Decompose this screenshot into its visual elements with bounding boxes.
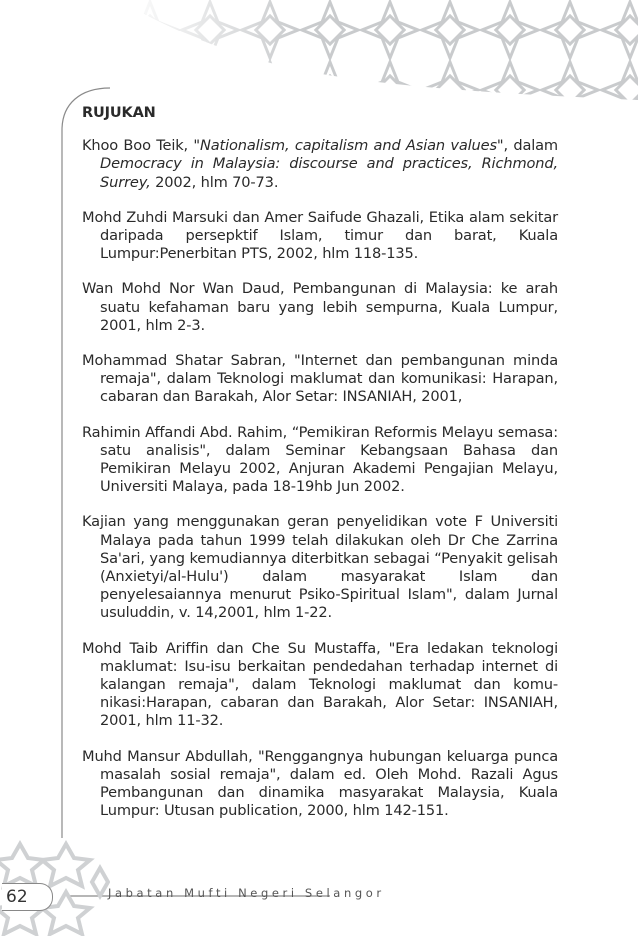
page-number: 62 — [2, 883, 53, 911]
publisher-name: Jabatan Mufti Negeri Selangor — [108, 886, 385, 900]
reference-item: Mohd Taib Ariffin dan Che Su Mustaffa, "Era ledakan teknologi maklumat: Isu-isu berkaitan pendedahan terhadap internet di kalangan remaja", dalam Teknologi maklumat dan komu-nikasi:Harapan, cabaran dan Barakah, Alor Setar: INSANIAH, 2001, hlm 11-32. — [82, 639, 558, 730]
reference-item: Mohd Zuhdi Marsuki dan Amer Saifude Ghazali, Etika alam sekitar daripada persepktif Islam, timur dan barat, Kuala Lumpur:Penerbitan PTS, 2002, hlm 118-135. — [82, 208, 558, 263]
reference-title: "Nationalism, capitalism and Asian values" — [193, 137, 504, 155]
section-heading: RUJUKAN — [82, 105, 156, 121]
reference-connector: , dalam — [503, 137, 558, 155]
reference-source: Democracy in Malaysia: discourse and practices, Richmond, Surrey, — [100, 155, 558, 191]
reference-item: Kajian yang menggunakan geran penyelidikan vote F Universiti Malaya pada tahun 1999 telah dilakukan oleh Dr Che Zarrina Sa'ari, yang kemudiannya diterbitkan sebagai “Penyakit gelisah (Anxietyi/al-Hulu') dalam masyarakat Islam dan penyelesaiannya menurut Psiko-Spiritual Islam", dalam Jurnal usuluddin, v. 14,2001, hlm 1-22. — [82, 513, 558, 622]
reference-item: Muhd Mansur Abdullah, "Renggangnya hubungan keluarga punca masalah sosial remaja", dalam ed. Oleh Mohd. Razali Agus Pembangunan dan dinamika masyarakat Malaysia, Kuala Lumpur: Utusan publication, 2000, hlm 142-151. — [82, 747, 558, 820]
reference-item: Rahimin Affandi Abd. Rahim, “Pemikiran Reformis Melayu semasa: satu analisis", dalam Seminar Kebangsaan Bahasa dan Pemikiran Melayu 2002, Anjuran Akademi Pengajian Melayu, Universiti Malaya, pada 18-19hb Jun 2002. — [82, 423, 558, 496]
reference-item: Mohammad Shatar Sabran, "Internet dan pembangunan minda remaja", dalam Teknologi maklumat dan komunikasi: Harapan, cabaran dan Barakah, Alor Setar: INSANIAH, 2001, — [82, 352, 558, 406]
reference-details: 2002, hlm 70-73. — [150, 173, 279, 191]
reference-item — [82, 137, 558, 192]
references-section — [82, 104, 558, 838]
reference-author: Khoo Boo Teik, — [82, 137, 194, 155]
reference-item: Wan Mohd Nor Wan Daud, Pembangunan di Malaysia: ke arah suatu kefahaman baru yang lebih sempurna, Kuala Lumpur, 2001, hlm 2-3. — [82, 280, 558, 334]
